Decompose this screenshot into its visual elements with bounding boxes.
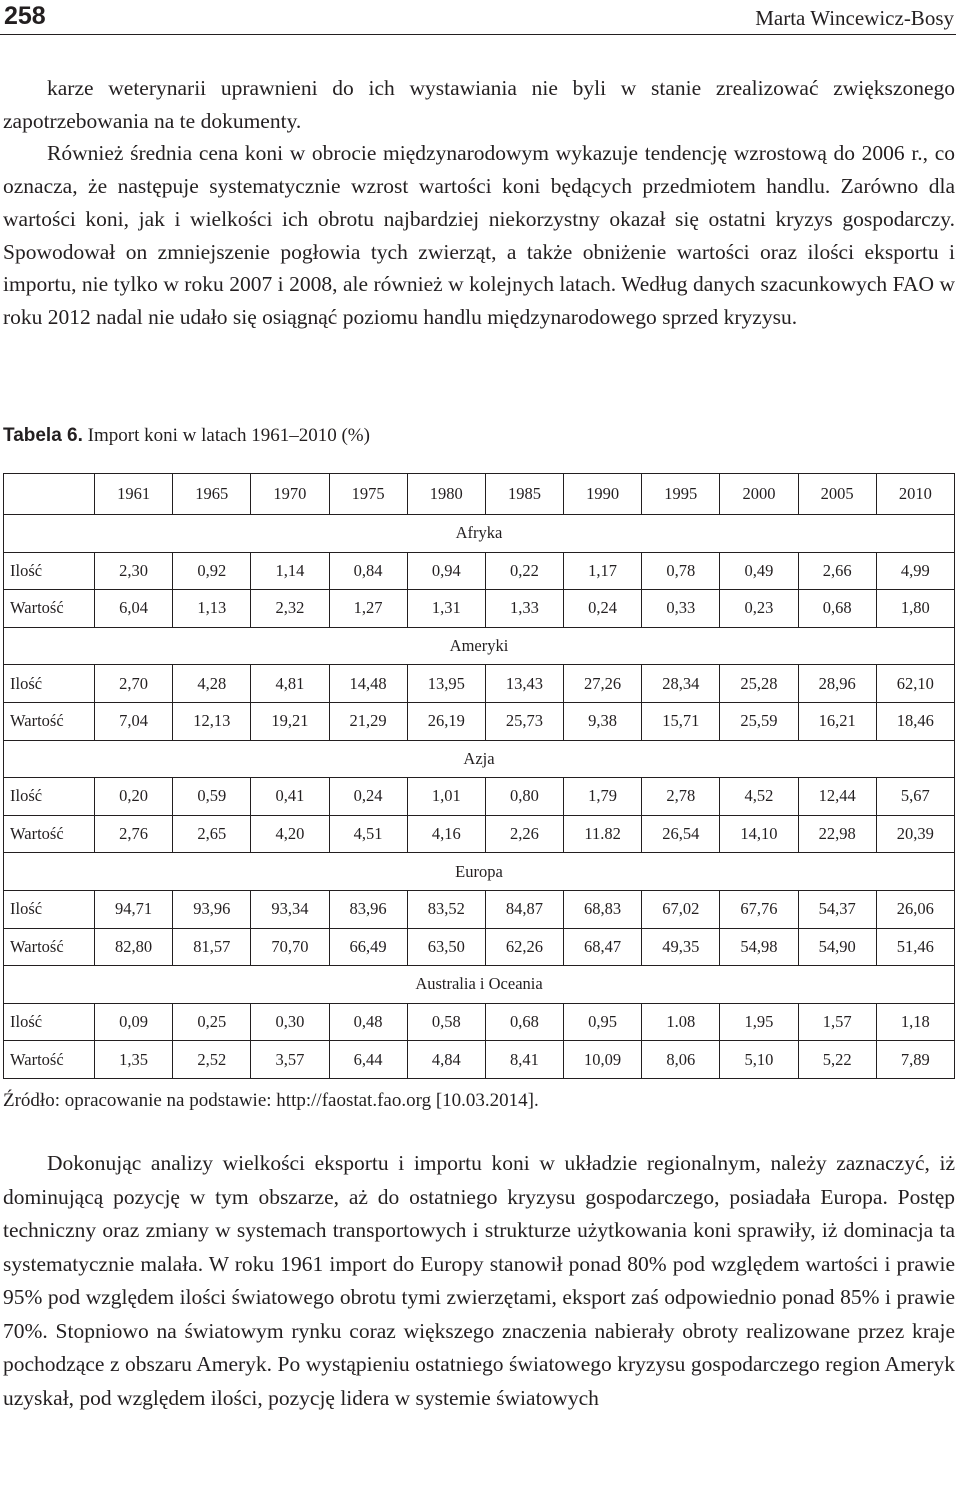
value-cell: 67,76 (720, 890, 798, 928)
value-cell: 0,95 (564, 1003, 642, 1041)
value-cell: 0,78 (642, 552, 720, 590)
table-row (4, 1041, 955, 1079)
value-cell: 11.82 (564, 815, 642, 853)
value-cell: 51,46 (876, 928, 954, 966)
value-cell: 4,20 (251, 815, 329, 853)
top-text-block (3, 72, 955, 334)
value-cell: 2,52 (173, 1041, 251, 1079)
year-header-cell: 1965 (173, 474, 251, 515)
table-row (4, 928, 955, 966)
value-cell: 0,68 (798, 590, 876, 628)
region-row (4, 740, 955, 778)
value-cell: 8,41 (485, 1041, 563, 1079)
table-row (4, 890, 955, 928)
value-cell: 27,26 (564, 665, 642, 703)
value-cell: 0,80 (485, 778, 563, 816)
value-cell: 1,27 (329, 590, 407, 628)
value-cell: 2,76 (95, 815, 173, 853)
table-caption-label: Tabela 6. (3, 425, 83, 446)
region-row (4, 515, 955, 553)
value-cell: 21,29 (329, 702, 407, 740)
paragraph-1: Również średnia cena koni w obrocie międzynarodowym wykazuje tendencję wzrostową do 2006 r., co oznacza, że następuje systematycznie wzrost wartości koni będących przedmiotem handlu. Zarówno dla wartości koni, jak i wielkości ich obrotu najbardziej niekorzystny okazał się ostatni kryzys gospodarczy. Spowodował on zmniejszenie pogłowia tych zwierząt, a także obniżenie wartości oraz ilości eksportu i importu, nie tylko w roku 2007 i 2008, ale również w kolejnych latach. Według danych szacunkowych FAO w roku 2012 nadal nie udało się osiągnąć poziomu handlu międzynarodowego sprzed kryzysu. (3, 141, 955, 329)
value-cell: 0,68 (485, 1003, 563, 1041)
year-header-cell: 1990 (564, 474, 642, 515)
value-cell: 0,20 (95, 778, 173, 816)
page-number: 258 (4, 2, 46, 30)
value-cell: 1,79 (564, 778, 642, 816)
import-table (3, 473, 955, 1079)
table-row (4, 1003, 955, 1041)
table-caption (3, 425, 370, 447)
value-cell: 84,87 (485, 890, 563, 928)
value-cell: 66,49 (329, 928, 407, 966)
value-cell: 0,09 (95, 1003, 173, 1041)
value-cell: 93,34 (251, 890, 329, 928)
value-cell: 68,83 (564, 890, 642, 928)
value-cell: 62,10 (876, 665, 954, 703)
value-cell: 13,43 (485, 665, 563, 703)
value-cell: 49,35 (642, 928, 720, 966)
value-cell: 0,23 (720, 590, 798, 628)
region-row (4, 627, 955, 665)
value-cell: 25,73 (485, 702, 563, 740)
table-row (4, 552, 955, 590)
value-cell: 83,52 (407, 890, 485, 928)
table-source: Źródło: opracowanie na podstawie: http://faostat.fao.org [10.03.2014]. (3, 1090, 539, 1111)
value-cell: 28,96 (798, 665, 876, 703)
region-name: Azja (4, 740, 955, 778)
value-cell: 68,47 (564, 928, 642, 966)
value-cell: 22,98 (798, 815, 876, 853)
year-header-cell: 1985 (485, 474, 563, 515)
year-header-cell: 2010 (876, 474, 954, 515)
value-cell: 10,09 (564, 1041, 642, 1079)
value-cell: 18,46 (876, 702, 954, 740)
table-caption-text: Import koni w latach 1961–2010 (%) (87, 425, 370, 446)
value-cell: 12,44 (798, 778, 876, 816)
value-cell: 13,95 (407, 665, 485, 703)
year-header-cell: 1961 (95, 474, 173, 515)
value-cell: 0,58 (407, 1003, 485, 1041)
value-cell: 1,95 (720, 1003, 798, 1041)
value-cell: 5,22 (798, 1041, 876, 1079)
value-cell: 54,90 (798, 928, 876, 966)
value-cell: 1,14 (251, 552, 329, 590)
value-cell: 9,38 (564, 702, 642, 740)
value-cell: 0,84 (329, 552, 407, 590)
row-label: Ilość (4, 778, 95, 816)
header-corner-cell (4, 474, 95, 515)
value-cell: 0,94 (407, 552, 485, 590)
value-cell: 0,33 (642, 590, 720, 628)
value-cell: 5,67 (876, 778, 954, 816)
value-cell: 6,04 (95, 590, 173, 628)
value-cell: 0,48 (329, 1003, 407, 1041)
value-cell: 12,13 (173, 702, 251, 740)
value-cell: 54,98 (720, 928, 798, 966)
table-row (4, 665, 955, 703)
value-cell: 14,48 (329, 665, 407, 703)
value-cell: 93,96 (173, 890, 251, 928)
value-cell: 63,50 (407, 928, 485, 966)
value-cell: 0,22 (485, 552, 563, 590)
value-cell: 70,70 (251, 928, 329, 966)
value-cell: 26,19 (407, 702, 485, 740)
value-cell: 67,02 (642, 890, 720, 928)
value-cell: 1,80 (876, 590, 954, 628)
value-cell: 0,92 (173, 552, 251, 590)
value-cell: 26,06 (876, 890, 954, 928)
year-header-cell: 2005 (798, 474, 876, 515)
value-cell: 14,10 (720, 815, 798, 853)
value-cell: 6,44 (329, 1041, 407, 1079)
value-cell: 0,30 (251, 1003, 329, 1041)
value-cell: 4,81 (251, 665, 329, 703)
value-cell: 4,84 (407, 1041, 485, 1079)
table-row (4, 815, 955, 853)
value-cell: 1.08 (642, 1003, 720, 1041)
year-header-cell: 1975 (329, 474, 407, 515)
table-header-row (4, 474, 955, 515)
value-cell: 16,21 (798, 702, 876, 740)
value-cell: 2,70 (95, 665, 173, 703)
value-cell: 0,24 (564, 590, 642, 628)
region-row (4, 966, 955, 1004)
year-header-cell: 1980 (407, 474, 485, 515)
row-label: Ilość (4, 1003, 95, 1041)
value-cell: 1,17 (564, 552, 642, 590)
paragraph-2: Dokonując analizy wielkości eksportu i importu koni w układzie regionalnym, należy zaznaczyć, iż dominującą pozycję w tym obszarze, aż do ostatniego kryzysu gospodarczego, posiadała Europa. Postęp techniczny oraz zmiany w systemach transportowych i strukturze użytkowania koni sprawiły, iż dominacja ta systematycznie malała. W roku 1961 import do Europy stanowił ponad 80% pod względem wartości i prawie 95% pod względem ilości światowego obrotu tymi zwierzętami, eksport zaś odpowiednio ponad 85% i prawie 70%. Stopniowo na światowym rynku coraz większego znaczenia nabierały obroty realizowane przez kraje pochodzące z obszaru Ameryk. Po wystąpieniu ostatniego światowego kryzysu gospodarczego region Ameryk uzyskał, pod względem ilości, pozycję lidera w systemie światowych (3, 1151, 955, 1410)
row-label: Wartość (4, 1041, 95, 1079)
value-cell: 1,18 (876, 1003, 954, 1041)
row-label: Ilość (4, 665, 95, 703)
value-cell: 1,57 (798, 1003, 876, 1041)
value-cell: 2,66 (798, 552, 876, 590)
row-label: Wartość (4, 928, 95, 966)
region-name: Australia i Oceania (4, 966, 955, 1004)
region-name: Europa (4, 853, 955, 891)
value-cell: 4,28 (173, 665, 251, 703)
value-cell: 25,28 (720, 665, 798, 703)
year-header-cell: 1970 (251, 474, 329, 515)
value-cell: 83,96 (329, 890, 407, 928)
value-cell: 1,35 (95, 1041, 173, 1079)
value-cell: 5,10 (720, 1041, 798, 1079)
value-cell: 4,99 (876, 552, 954, 590)
region-name: Afryka (4, 515, 955, 553)
value-cell: 0,59 (173, 778, 251, 816)
value-cell: 0,24 (329, 778, 407, 816)
value-cell: 3,57 (251, 1041, 329, 1079)
row-label: Ilość (4, 890, 95, 928)
page-header (0, 0, 956, 35)
value-cell: 82,80 (95, 928, 173, 966)
intro-text: karze weterynarii uprawnieni do ich wystawiania nie byli w stanie zrealizować zwiększonego zapotrzebowania na te dokumenty. (3, 76, 955, 133)
value-cell: 7,89 (876, 1041, 954, 1079)
value-cell: 0,49 (720, 552, 798, 590)
running-head-author: Marta Wincewicz-Bosy (755, 6, 954, 30)
value-cell: 8,06 (642, 1041, 720, 1079)
value-cell: 4,16 (407, 815, 485, 853)
value-cell: 81,57 (173, 928, 251, 966)
value-cell: 1,31 (407, 590, 485, 628)
year-header-cell: 1995 (642, 474, 720, 515)
value-cell: 28,34 (642, 665, 720, 703)
value-cell: 19,21 (251, 702, 329, 740)
row-label: Wartość (4, 590, 95, 628)
row-label: Ilość (4, 552, 95, 590)
value-cell: 2,65 (173, 815, 251, 853)
value-cell: 20,39 (876, 815, 954, 853)
value-cell: 1,33 (485, 590, 563, 628)
value-cell: 62,26 (485, 928, 563, 966)
table-row (4, 702, 955, 740)
value-cell: 54,37 (798, 890, 876, 928)
value-cell: 15,71 (642, 702, 720, 740)
value-cell: 7,04 (95, 702, 173, 740)
value-cell: 2,78 (642, 778, 720, 816)
table-row (4, 778, 955, 816)
value-cell: 0,25 (173, 1003, 251, 1041)
region-name: Ameryki (4, 627, 955, 665)
region-row (4, 853, 955, 891)
table-row (4, 590, 955, 628)
value-cell: 0,41 (251, 778, 329, 816)
value-cell: 2,30 (95, 552, 173, 590)
value-cell: 1,01 (407, 778, 485, 816)
value-cell: 2,32 (251, 590, 329, 628)
row-label: Wartość (4, 815, 95, 853)
value-cell: 2,26 (485, 815, 563, 853)
year-header-cell: 2000 (720, 474, 798, 515)
value-cell: 25,59 (720, 702, 798, 740)
value-cell: 26,54 (642, 815, 720, 853)
value-cell: 94,71 (95, 890, 173, 928)
value-cell: 1,13 (173, 590, 251, 628)
row-label: Wartość (4, 702, 95, 740)
value-cell: 4,51 (329, 815, 407, 853)
value-cell: 4,52 (720, 778, 798, 816)
